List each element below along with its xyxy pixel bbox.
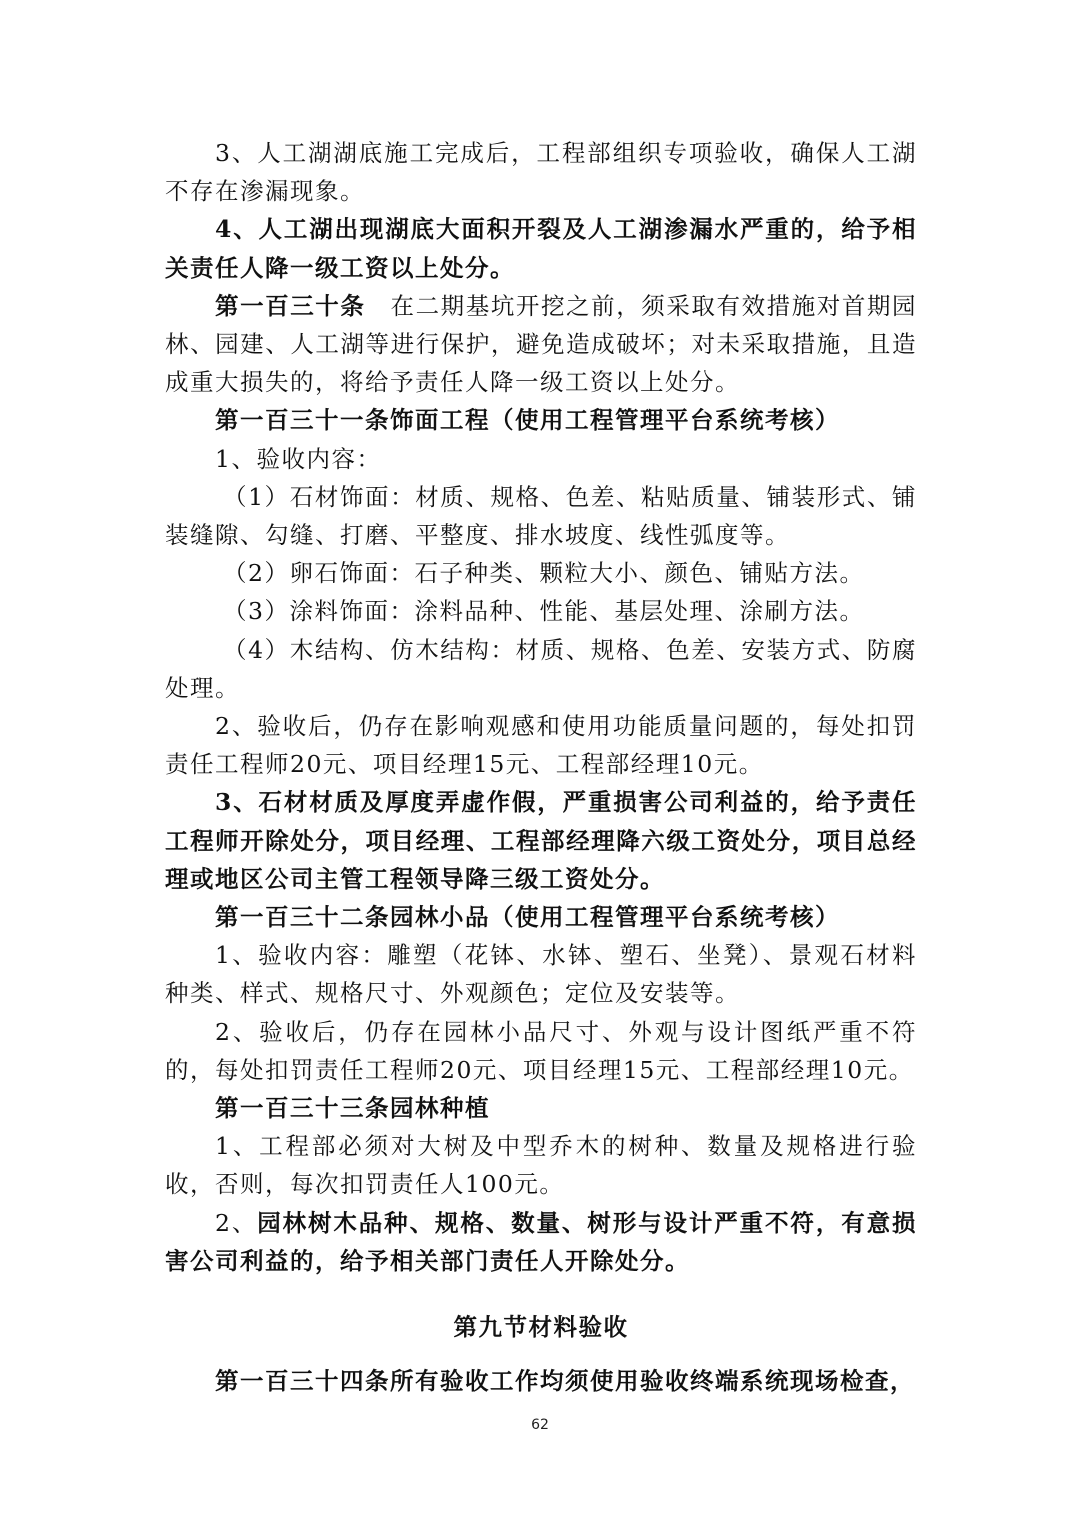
article-130 xyxy=(165,287,917,402)
article-132-item-2: 2、验收后，仍存在园林小品尺寸、外观与设计图纸严重不符的，每处扣罚责任工程师20元、项目经理15元、工程部经理10元。 xyxy=(165,1017,917,1084)
section-title: 第九节材料验收 xyxy=(453,1313,629,1342)
article-133-item-2-prefix: 2、 xyxy=(215,1208,258,1237)
article-131-sub-1: （1）石材饰面：材质、规格、色差、粘贴质量、铺装形式、铺装缝隙、勾缝、打磨、平整度、排水坡度、线性弧度等。 xyxy=(165,482,917,550)
article-131-sub-4: （4）木结构、仿木结构：材质、规格、色差、安装方式、防腐处理。 xyxy=(165,635,917,702)
article-131-head: 第一百三十一条饰面工程（使用工程管理平台系统考核） xyxy=(215,406,840,435)
article-133-item-2-text: 园林树木品种、规格、数量、树形与设计严重不符，有意损害公司利益的，给予相关部门责任人开除处分。 xyxy=(165,1208,917,1275)
article-131-item-1: 1、验收内容： xyxy=(215,444,382,473)
article-131-item-2: 2、验收后，仍存在影响观感和使用功能质量问题的，每处扣罚责任工程师20元、项目经理15元、工程部经理10元。 xyxy=(165,712,917,779)
article-133-item-1: 1、工程部必须对大树及中型乔木的树种、数量及规格进行验收，否则，每次扣罚责任人100元。 xyxy=(165,1132,917,1199)
article-133-head: 第一百三十三条园林种植 xyxy=(215,1094,490,1123)
paragraph-lake-acceptance: 3、人工湖湖底施工完成后，工程部组织专项验收，确保人工湖不存在渗漏现象。 xyxy=(165,139,917,206)
article-132-head: 第一百三十二条园林小品（使用工程管理平台系统考核） xyxy=(215,903,840,932)
document-body xyxy=(165,134,917,1401)
page-number: 62 xyxy=(531,1417,549,1433)
article-131-sub-3: （3）涂料饰面：涂料品种、性能、基层处理、涂刷方法。 xyxy=(223,597,865,626)
paragraph-lake-penalty: 4、人工湖出现湖底大面积开裂及人工湖渗漏水严重的，给予相关责任人降一级工资以上处分。 xyxy=(165,215,917,282)
article-131-item-3: 3、石材材质及厚度弄虚作假，严重损害公司利益的，给予责任工程师开除处分，项目经理、工程部经理降六级工资处分，项目总经理或地区公司主管工程领导降三级工资处分。 xyxy=(165,788,917,893)
article-130-head: 第一百三十条 xyxy=(215,291,366,320)
article-130-text: 在二期基坑开挖之前，须采取有效措施对首期园林、园建、人工湖等进行保护，避免造成破坏；对未采取措施，且造成重大损失的，将给予责任人降一级工资以上处分。 xyxy=(165,291,918,397)
article-131-sub-2: （2）卵石饰面：石子种类、颗粒大小、颜色、铺贴方法。 xyxy=(223,559,865,588)
article-132-item-1: 1、验收内容：雕塑（花钵、水钵、塑石、坐凳）、景观石材料种类、样式、规格尺寸、外观颜色；定位及安装等。 xyxy=(165,941,917,1008)
article-134-head: 第一百三十四条所有验收工作均须使用验收终端系统现场检查， xyxy=(215,1367,915,1396)
article-133-item-2 xyxy=(165,1204,917,1280)
